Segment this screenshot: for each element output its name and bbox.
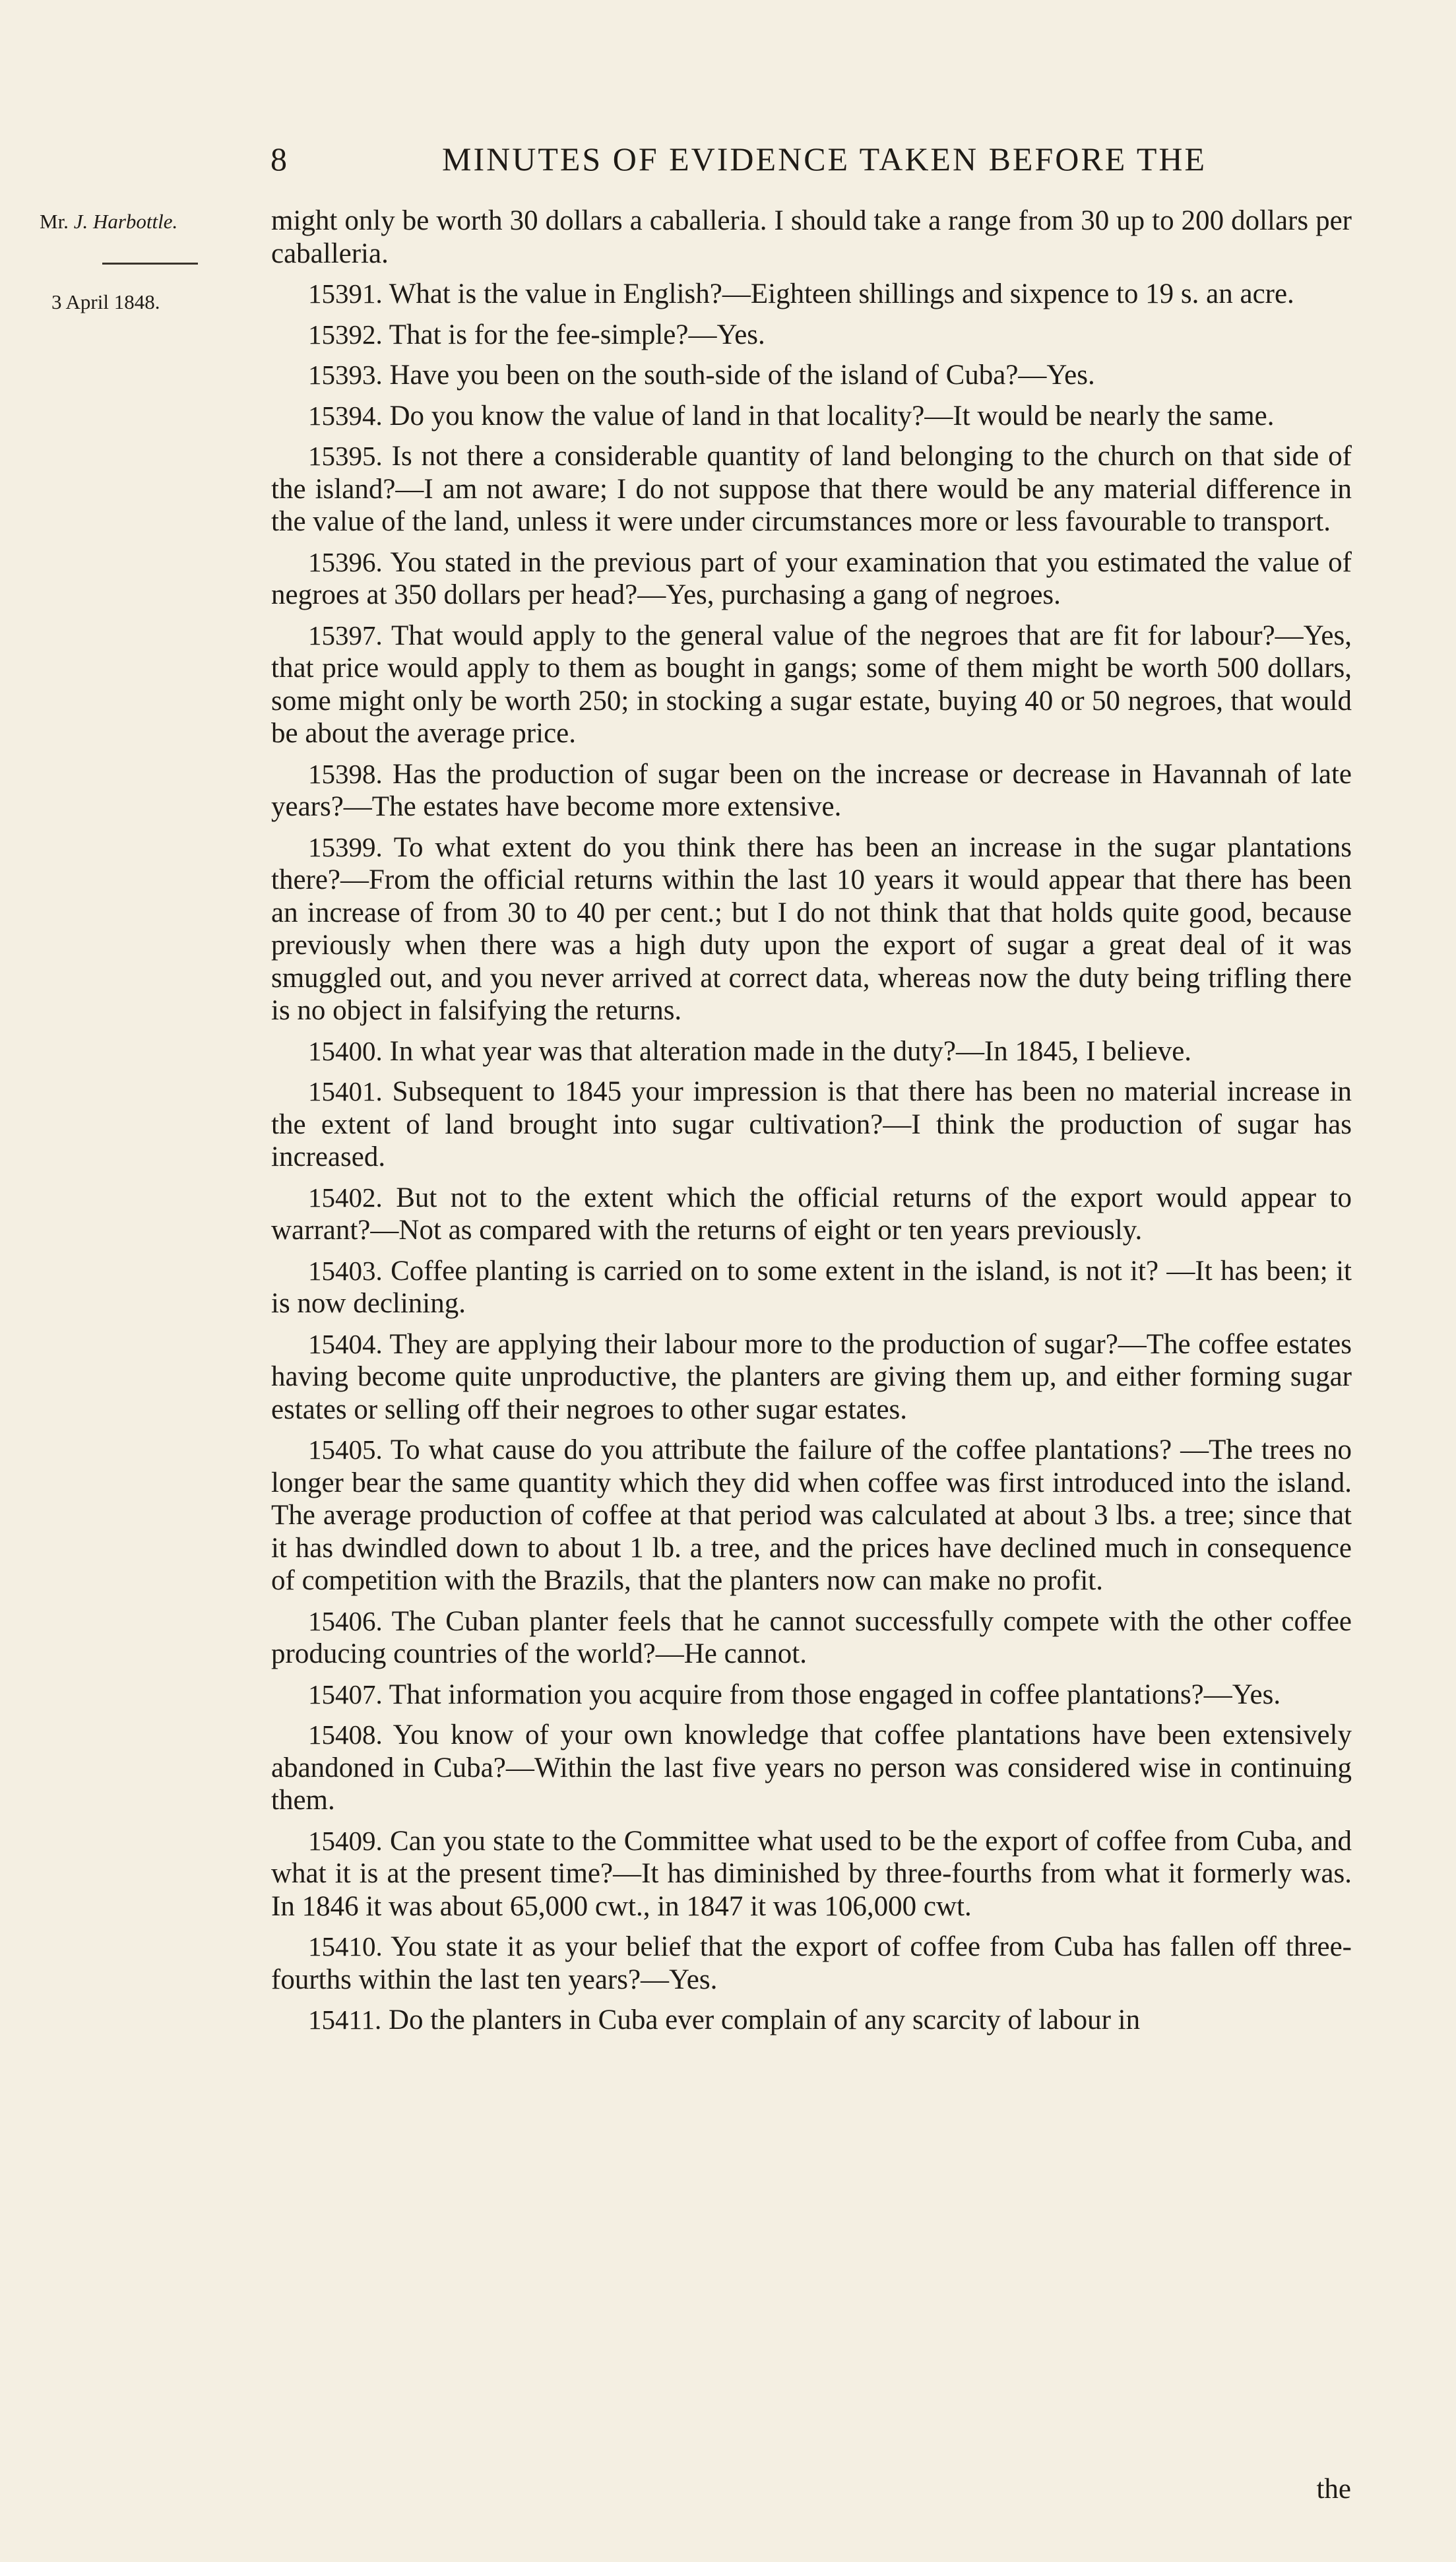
question-number: 15398. <box>308 758 383 789</box>
question-number: 15408. <box>308 1719 383 1750</box>
question-number: 15404. <box>308 1328 383 1359</box>
question-text: Do you know the value of land in that locality?—It would be nearly the same. <box>389 400 1275 432</box>
question-text: To what extent do you think there has been an increase in the sugar plantations there?—From the official returns within the last 10 years it would appear that there has been an increase of from 30 to 40 per cent.; but I do not think that that holds quite good, because previously when there was a high duty upon the export of sugar a great deal of it was smuggled out, and you never arrived at correct data, whereas now the duty being trifling there is no object in falsifying the returns. <box>271 831 1352 1026</box>
witness-margin-note <box>40 210 177 234</box>
question-text: That is for the fee-simple?—Yes. <box>389 319 765 350</box>
question-number: 15401. <box>308 1076 383 1106</box>
question-paragraph <box>271 319 1352 352</box>
question-text: In what year was that alteration made in the duty?—In 1845, I believe. <box>389 1035 1192 1067</box>
question-paragraph <box>271 620 1352 750</box>
question-paragraph <box>271 1434 1352 1597</box>
question-text: might only be worth 30 dollars a caballeria. I should take a range from 30 up to 200 dollars per caballeria. <box>271 205 1352 269</box>
question-number: 15402. <box>308 1182 383 1213</box>
running-title: MINUTES OF EVIDENCE TAKEN BEFORE THE <box>442 141 1207 177</box>
question-paragraph <box>271 1328 1352 1426</box>
question-number: 15405. <box>308 1434 383 1465</box>
question-text: What is the value in English?—Eighteen shillings and sixpence to 19 s. an acre. <box>389 278 1294 309</box>
question-text: You know of your own knowledge that coffee plantations have been extensively abandoned in Cuba?—Within the last five years no person was considered wise in continuing them. <box>271 1719 1352 1816</box>
question-number: 15396. <box>308 546 383 577</box>
question-number: 15403. <box>308 1255 383 1286</box>
witness-name: J. Harbottle. <box>73 210 178 233</box>
question-text: That information you acquire from those engaged in coffee plantations?—Yes. <box>389 1679 1281 1710</box>
question-number: 15394. <box>308 400 383 431</box>
question-paragraph <box>271 205 1352 270</box>
question-number: 15409. <box>308 1825 383 1856</box>
question-paragraph <box>271 400 1352 433</box>
catchword: the <box>1316 2474 1351 2505</box>
question-paragraph <box>271 758 1352 823</box>
question-text: To what cause do you attribute the failure of the coffee plantations? —The trees no longer bear the same quantity which they did when coffee was first introduced into the island. The average production of coffee at that period was calculated at about 3 lbs. a tree; since that it has dwindled down to about 1 lb. a tree, and the prices have declined much in consequence of competition with the Brazils, that the planters now can make no profit. <box>271 1434 1352 1596</box>
question-paragraph <box>271 1035 1352 1068</box>
question-number: 15399. <box>308 831 383 862</box>
question-number: 15397. <box>308 620 383 651</box>
question-text: Is not there a considerable quantity of land belonging to the church on that side of the island?—I am not aware; I do not suppose that there would be any material difference in the value of the land, unless it were under circumstances more or less favourable to transport. <box>271 441 1352 537</box>
question-paragraph <box>271 1719 1352 1817</box>
evidence-body <box>271 205 1352 2045</box>
page-header <box>270 140 1300 186</box>
question-text: Have you been on the south-side of the island of Cuba?—Yes. <box>389 360 1095 391</box>
question-paragraph <box>271 1255 1352 1320</box>
question-text: That would apply to the general value of the negroes that are fit for labour?—Yes, that price would apply to them as bought in gangs; some of them might be worth 500 dollars, some might only be worth 250; in stocking a sugar estate, buying 40 or 50 negroes, that would be about the average price. <box>271 620 1352 749</box>
question-number: 15392. <box>308 319 383 350</box>
margin-divider <box>102 263 198 265</box>
question-text: But not to the extent which the official returns of the export would appear to warrant?—Not as compared with the returns of eight or ten years previously. <box>271 1182 1352 1246</box>
question-number: 15395. <box>308 441 383 471</box>
page-number: 8 <box>270 141 288 177</box>
question-paragraph <box>271 1182 1352 1247</box>
question-paragraph <box>271 1679 1352 1712</box>
question-number: 15410. <box>308 1931 383 1962</box>
question-text: Subsequent to 1845 your impression is that there has been no material increase in the extent of land brought into sugar cultivation?—I think the production of sugar has increased. <box>271 1076 1352 1172</box>
question-number: 15407. <box>308 1679 383 1710</box>
question-text: Do the planters in Cuba ever complain of any scarcity of labour in <box>388 2004 1141 2035</box>
date-margin-note: 3 April 1848. <box>51 290 160 313</box>
witness-prefix: Mr. <box>40 210 69 233</box>
question-paragraph <box>271 1605 1352 1671</box>
question-paragraph <box>271 1075 1352 1174</box>
question-number: 15391. <box>308 278 383 309</box>
question-paragraph <box>271 831 1352 1027</box>
question-text: Has the production of sugar been on the increase or decrease in Havannah of late years?—The estates have become more extensive. <box>271 758 1352 822</box>
question-number: 15393. <box>308 360 383 390</box>
question-paragraph <box>271 359 1352 392</box>
question-text: The Cuban planter feels that he cannot successfully compete with the other coffee producing countries of the world?—He cannot. <box>271 1605 1352 1669</box>
question-text: Coffee planting is carried on to some extent in the island, is not it? —It has been; it is now declining. <box>271 1255 1352 1319</box>
question-number: 15406. <box>308 1605 383 1636</box>
question-text: They are applying their labour more to the production of sugar?—The coffee estates having become quite unproductive, the planters are giving them up, and either forming sugar estates or selling off their negroes to other sugar estates. <box>271 1328 1352 1425</box>
question-number: 15411. <box>308 2004 382 2035</box>
question-paragraph <box>271 546 1352 612</box>
question-paragraph <box>271 1931 1352 1996</box>
question-paragraph <box>271 2004 1352 2037</box>
question-paragraph <box>271 1825 1352 1923</box>
question-text: Can you state to the Committee what used to be the export of coffee from Cuba, and what it is at the present time?—It has diminished by three-fourths from what it formerly was. In 1846 it was about 65,000 cwt., in 1847 it was 106,000 cwt. <box>271 1825 1352 1922</box>
question-paragraph <box>271 278 1352 311</box>
question-paragraph <box>271 440 1352 538</box>
question-number: 15400. <box>308 1035 383 1066</box>
question-text: You state it as your belief that the export of coffee from Cuba has fallen off three-fourths within the last ten years?—Yes. <box>271 1931 1352 1995</box>
question-text: You stated in the previous part of your examination that you estimated the value of negroes at 350 dollars per head?—Yes, purchasing a gang of negroes. <box>271 546 1352 610</box>
